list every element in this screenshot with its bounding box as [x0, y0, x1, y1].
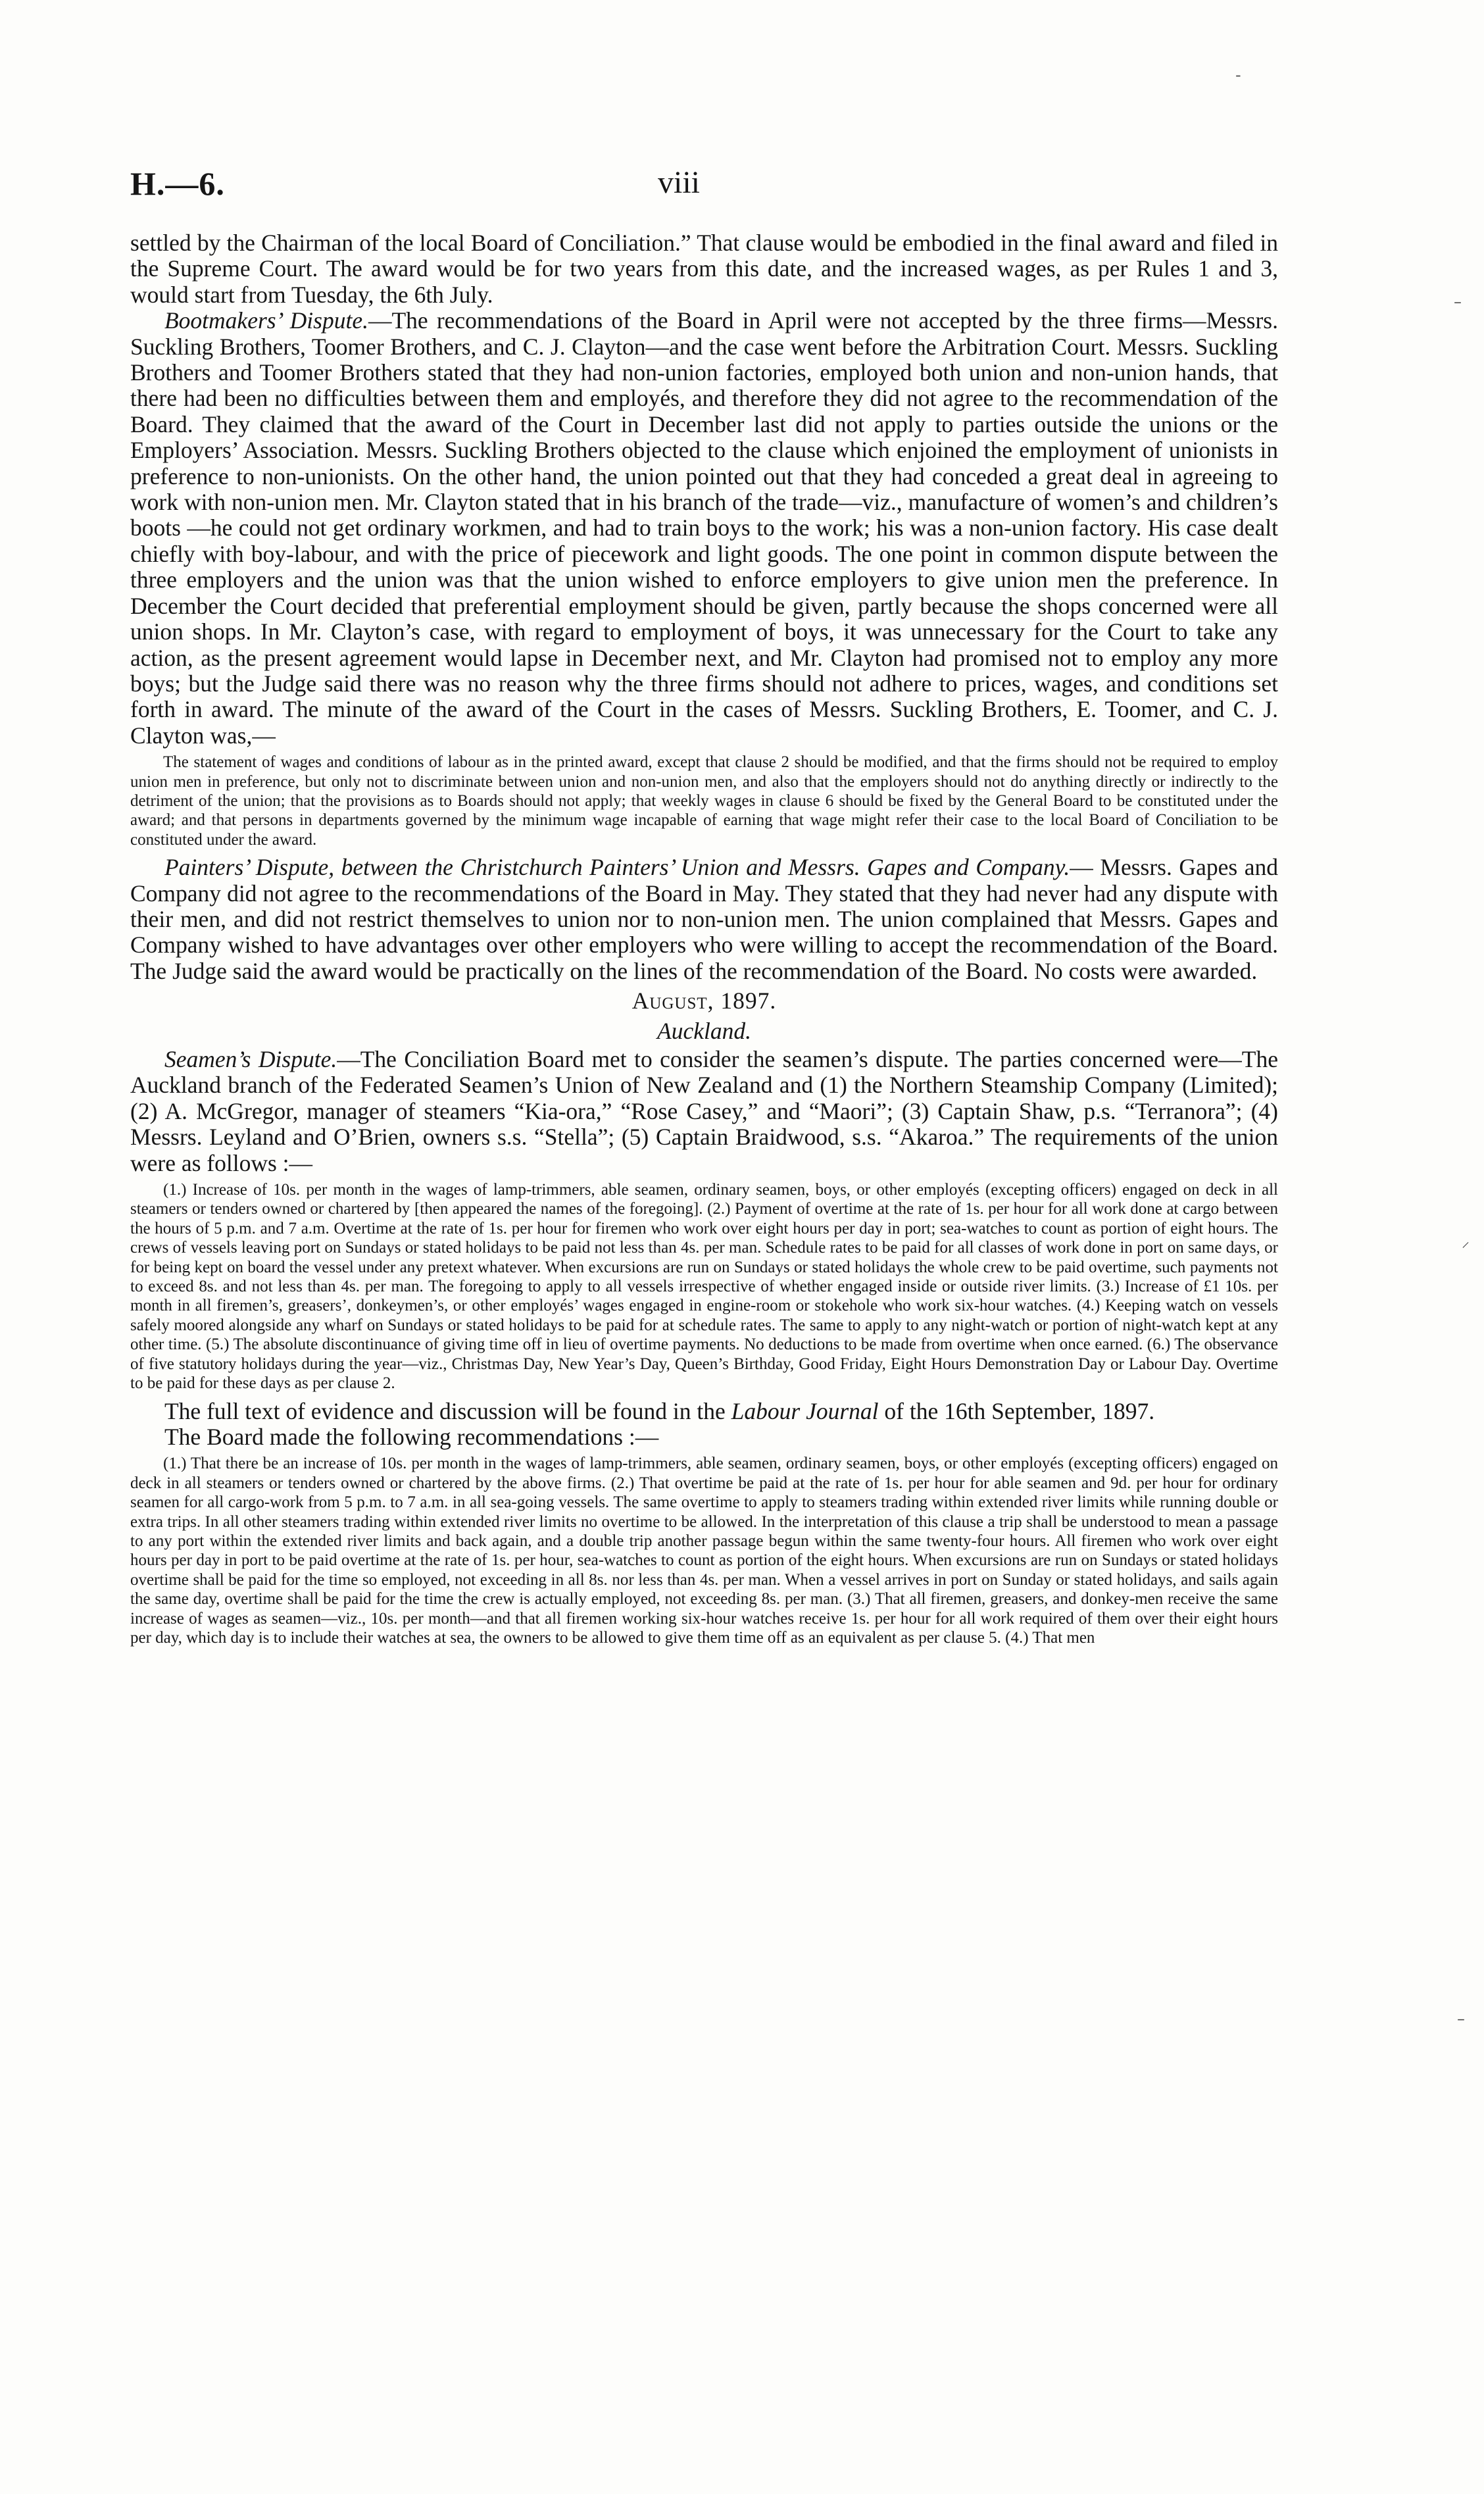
paragraph-bootmakers [130, 308, 1278, 749]
margin-mark: – [1457, 2010, 1465, 2028]
paragraph-board-intro: The Board made the following recommendations :— [164, 1423, 659, 1450]
painters-heading: Painters’ Dispute, between the Christchurch Painters’ Union and Messrs. Gapes and Company. [164, 854, 1070, 881]
margin-mark: - [1235, 66, 1241, 84]
painters-text: — Messrs. Gapes and Company did not agree to the recommendations of the Board in May. They stated that they had never had any dispute with their men, and did not restrict themselves to union nor to non-union men. The union complained that Messrs. Gapes and Company wished to have advantages over other employers who were willing to accept the recommendation of the Board. The Judge said the award would be practically on the lines of the recommendation of the Board. No costs were awarded. [130, 854, 1278, 984]
seamen-heading: Seamen’s Dispute. [164, 1046, 337, 1072]
paragraph-evidence [130, 1399, 1278, 1424]
section-date: August, 1897. [631, 987, 777, 1014]
union-requirements: (1.) Increase of 10s. per month in the wages of lamp-trimmers, able seamen, ordinary seamen, boys, or other employés (excepting officers) engaged on deck in all steamers or tenders owned or chartered by [then appeared the names of the foregoing]. (2.) Payment of overtime at the rate of 1s. per hour for all work done at cargo between the hours of 5 p.m. and 7 a.m. Overtime at the rate of 1s. per hour for firemen who work over eight hours per day in port; sea-watches to count as portion of eight hours. The crews of vessels leaving port on Sundays or stated holidays to be paid not less than 4s. per man. Schedule rates to be paid for all classes of work done in port on same days, or for being kept on board the vessel under any pretext whatever. When excursions are run on Sundays or stated holidays the whole crew to be paid overtime, such payments not to exceed 8s. and not less than 4s. per man. The foregoing to apply to all vessels irrespective of whether engaged inside or outside river limits. (3.) Increase of £1 10s. per month in all firemen’s, greasers’, donkeymen’s, or other employés’ wages engaged in engine-room or stokehole who work six-hour watches. (4.) Keeping watch on vessels safely moored alongside any wharf on Sundays or stated holidays to be paid for at schedule rates. The same to apply to any night-watch or portion of night-watch kept at any other time. (5.) The absolute discontinuance of giving time off in lieu of overtime payments. No deductions to be made from overtime when once earned. (6.) The observance of five statutory holidays during the year—viz., Christmas Day, New Year’s Day, Queen’s Birthday, Good Friday, Eight Hours Demonstration Day or Labour Day. Overtime to be paid for these days as per clause 2. [130, 1181, 1278, 1393]
labour-journal-title: Labour Journal [731, 1397, 879, 1424]
margin-mark: – [1454, 293, 1462, 311]
bootmakers-award-minute: The statement of wages and conditions of labour as in the printed award, except that clause 2 should be modified, and that the firms should not be required to employ union men in preference, but only not to discriminate between union and non-union men, and also that the employers should not do anything directly or indirectly to the detriment of the union; that the provisions as to Boards should not apply; that weekly wages in clause 6 should be fixed by the General Board to be constituted under the award; and that persons in departments governed by the minimum wage incapable of earning that wage might refer their case to the local Board of Conciliation to be constituted under the award. [130, 753, 1278, 849]
evidence-text-after: of the 16th September, 1897. [878, 1397, 1155, 1424]
paragraph-painters [130, 855, 1278, 984]
page-reference: H.—6. [130, 165, 225, 202]
seamen-text: —The Conciliation Board met to consider the seamen’s dispute. The parties concerned were—The Auckland branch of the Federated Seamen’s Union of New Zealand and (1) the Northern Steamship Company (Limited); (2) A. McGregor, manager of steamers “Kia-ora,” “Rose Casey,” and “Maori”; (3) Captain Shaw, p.s. “Terranora”; (4) Messrs. Leyland and O’Brien, owners s.s. “Stella”; (5) Captain Braidwood, s.s. “Akaroa.” The requirements of the union were as follows :— [130, 1046, 1278, 1176]
section-place: Auckland. [657, 1017, 751, 1044]
margin-mark: ⸝ [1462, 1232, 1470, 1251]
bootmakers-heading: Bootmakers’ Dispute. [164, 307, 368, 334]
board-recommendations: (1.) That there be an increase of 10s. per month in the wages of lamp-trimmers, able seamen, ordinary seamen, boys, or other employés (excepting officers) engaged on deck in all steamers or tenders owned or chartered by the above firms. (2.) That overtime be paid at the rate of 1s. per hour for able seamen and 9d. per hour for ordinary seamen for all cargo-work from 5 p.m. to 7 a.m. in all sea-going vessels. The same overtime to apply to steamers trading within extended river limits while running double or extra trips. In all other steamers trading within extended river limits no overtime to be allowed. In the interpretation of this clause a trip shall be understood to mean a passage to any port within the extended river limits and back again, and a double trip another passage begun within the same twenty-four hours. All firemen who work over eight hours per day in port to be paid overtime at the rate of 1s. per hour, sea-watches to count as portion of the eight hours. When excursions are run on Sundays or stated holidays overtime shall be paid for the time so employed, not exceeding in all 8s. nor less than 4s. per man. When a vessel arrives in port on Sunday or stated holidays, and sails again the same day, overtime shall be paid for the time the crew is actually employed, not exceeding 8s. per man. (3.) That all firemen, greasers, and donkey-men receive the same increase of wages as seamen—viz., 10s. per month—and that all firemen working six-hour watches receive 1s. per hour for all work required of them over their eight hours per day, which day is to include their watches at sea, the owners to be allowed to give them time off as an equivalent as per clause 5. (4.) That men [130, 1455, 1278, 1647]
paragraph-seamen [130, 1047, 1278, 1176]
page-number: viii [658, 165, 701, 200]
bootmakers-text: —The recommendations of the Board in April were not accepted by the three firms—Messrs. Suckling Brothers, Toomer Brothers, and C. J. Clayton—and the case went before the Arbitration Court. Messrs. Suckling Brothers and Toomer Brothers stated that they had non-union factories, employed both union and non-union hands, that there had been no difficulties between them and employés, and therefore they did not agree to the recommendation of the Board. They claimed that the award of the Court in December last did not apply to parties outside the unions or the Employers’ Association. Messrs. Suckling Brothers objected to the clause which enjoined the employment of unionists in preference to non-unionists. On the other hand, the union pointed out that they had conceded a great deal in agreeing to work with non-union men. Mr. Clayton stated that in his branch of the trade—viz., manufacture of women’s and children’s boots —he could not get ordinary workmen, and had to train boys to the work; his was a non-union factory. His case dealt chiefly with boy-labour, and with the price of piecework and light goods. The one point in common dispute between the three employers and the union was that the union wished to enforce employers to give union men the preference. In December the Court decided that preferential employment should be given, partly because the shops concerned were all union shops. In Mr. Clayton’s case, with regard to employment of boys, it was unnecessary for the Court to take any action, as the present agreement would lapse in December next, and Mr. Clayton had promised not to employ any more boys; but the Judge said there was no reason why the three firms should not adhere to prices, wages, and conditions set forth in award. The minute of the award of the Court in the cases of Messrs. Suckling Brothers, E. Toomer, and C. J. Clayton was,— [130, 307, 1278, 749]
paragraph-settled: settled by the Chairman of the local Board of Conciliation.” That clause would be embodied in the final award and filed in the Supreme Court. The award would be for two years from this date, and the increased wages, as per Rules 1 and 3, would start from Tuesday, the 6th July. [130, 230, 1278, 308]
document-body [130, 230, 1278, 1653]
evidence-text-before: The full text of evidence and discussion will be found in the [164, 1397, 731, 1424]
